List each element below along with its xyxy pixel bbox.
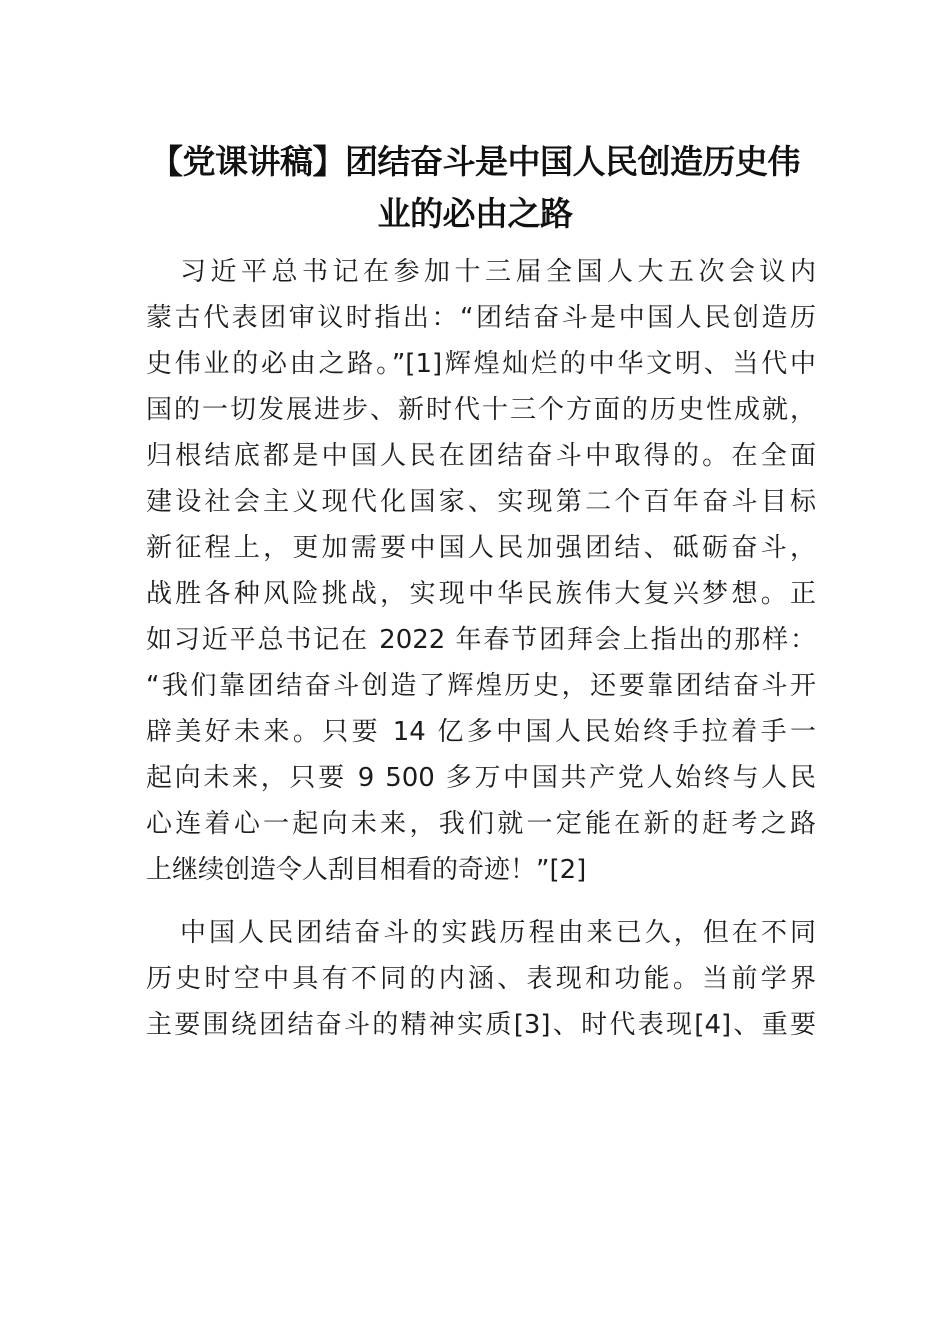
- text-line: 辟美好未来。只要 14 亿多中国人民始终手拉着手一: [146, 717, 816, 747]
- text-line: 蒙古代表团审议时指出：“团结奋斗是中国人民创造历: [146, 303, 816, 333]
- title-line: 【党课讲稿】团结奋斗是中国人民创造历史伟: [150, 142, 800, 181]
- text-line: 建设社会主义现代化国家、实现第二个百年奋斗目标: [146, 487, 816, 517]
- text-line: 上继续创造令人刮目相看的奇迹！”[2]: [146, 855, 587, 885]
- text-line: “我们靠团结奋斗创造了辉煌历史，还要靠团结奋斗开: [146, 671, 816, 701]
- text-line: 主要围绕团结奋斗的精神实质[3]、时代表现[4]、重要: [146, 1010, 816, 1040]
- text-line: 如习近平总书记在 2022 年春节团拜会上指出的那样：: [146, 625, 816, 655]
- title-line: 业的必由之路: [377, 194, 573, 233]
- paragraph-gap: [146, 893, 816, 910]
- text-line: 心连着心一起向未来，我们就一定能在新的赶考之路: [146, 809, 816, 839]
- paragraph-1: [146, 249, 816, 893]
- text-line: 历史时空中具有不同的内涵、表现和功能。当前学界: [146, 964, 816, 994]
- text-line: 国的一切发展进步、新时代十三个方面的历史性成就，: [146, 395, 816, 425]
- document-body: [146, 249, 816, 1048]
- text-line: 战胜各种风险挑战，实现中华民族伟大复兴梦想。正: [146, 579, 816, 609]
- text-line: 归根结底都是中国人民在团结奋斗中取得的。在全面: [146, 441, 816, 471]
- text-line: 史伟业的必由之路。”[1]辉煌灿烂的中华文明、当代中: [146, 349, 816, 379]
- document-title: [130, 136, 820, 240]
- paragraph-2: [146, 910, 816, 1048]
- text-line: 中国人民团结奋斗的实践历程由来已久，但在不同: [180, 918, 816, 948]
- text-line: 新征程上，更加需要中国人民加强团结、砥砺奋斗，: [146, 533, 816, 563]
- text-line: 习近平总书记在参加十三届全国人大五次会议内: [180, 257, 816, 287]
- text-line: 起向未来，只要 9 500 多万中国共产党人始终与人民: [146, 763, 816, 793]
